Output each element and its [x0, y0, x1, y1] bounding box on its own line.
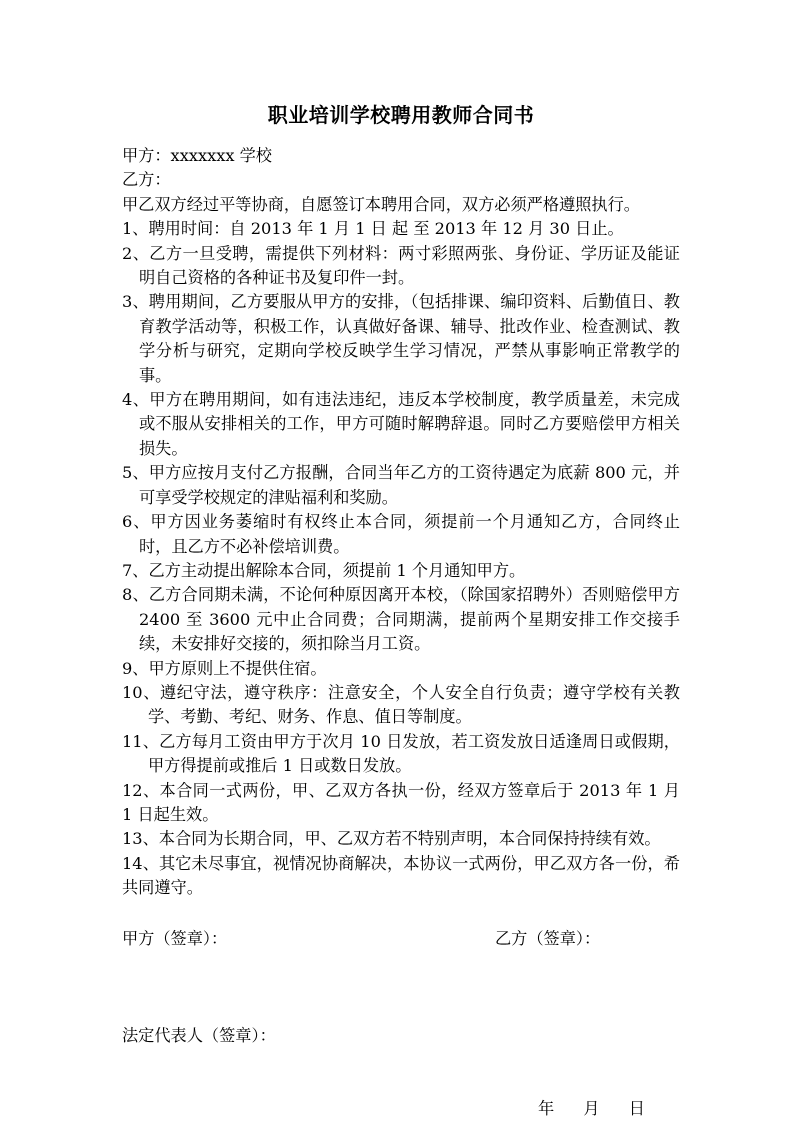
legal-representative-signature-label: 法定代表人（签章）：: [122, 1025, 276, 1045]
signature-block: [122, 927, 680, 1122]
clause-item-14: 14、其它未尽事宜，视情况协商解决，本协议一式两份，甲乙双方各一份，希共同遵守。: [122, 853, 680, 898]
clause-item-4: 4、甲方在聘用期间，如有违法违纪，违反本学校制度，教学质量差，未完成或不服从安排相关的工作，甲方可随时解聘辞退。同时乙方要赔偿甲方相关损失。: [122, 390, 680, 458]
date-line: [122, 1097, 680, 1121]
party-a-signature-label: 甲方（签章）：: [122, 928, 228, 948]
clause-item-2: 2、乙方一旦受聘，需提供下列材料：两寸彩照两张、身份证、学历证及能证明自己资格的各种证书及复印件一封。: [122, 243, 680, 288]
contract-body: [122, 144, 680, 901]
signature-space-parties: [122, 951, 680, 1024]
date-year-label: 年: [538, 1099, 556, 1119]
signature-row-parties: [122, 927, 680, 951]
party-b-line: 乙方：: [122, 170, 171, 190]
page-title: 职业培训学校聘用教师合同书: [267, 103, 535, 127]
clause-item-3: 3、聘用期间，乙方要服从甲方的安排，（包括排课、编印资料、后勤值日、教育教学活动等，积极工作，认真做好备课、辅导、批改作业、检查测试、教学分析与研究，定期向学校反映学生学习情况，严禁从事影响正常教学的事。: [122, 292, 680, 385]
clause-item-7: 7、乙方主动提出解除本合同，须提前 1 个月通知甲方。: [122, 560, 526, 580]
clause-item-6: 6、甲方因业务萎缩时有权终止本合同，须提前一个月通知乙方，合同终止时，且乙方不必补偿培训费。: [122, 512, 680, 556]
date-month-label: 月: [583, 1099, 601, 1119]
clause-item-9: 9、甲方原则上不提供住宿。: [122, 658, 327, 678]
intro-paragraph: 甲乙双方经过平等协商，自愿签订本聘用合同，双方必须严格遵照执行。: [122, 194, 640, 214]
signature-space-legal-rep: [122, 1048, 680, 1097]
clause-item-5: 5、甲方应按月支付乙方报酬，合同当年乙方的工资待遇定为底薪 800 元，并可享受学校规定的津贴福利和奖励。: [122, 463, 680, 507]
date-fields: [538, 1097, 646, 1121]
clause-item-13: 13、本合同为长期合同，甲、乙双方若不特别声明，本合同保持持续有效。: [122, 829, 661, 849]
signature-row-legal-rep: [122, 1024, 680, 1048]
clause-item-1: 1、聘用时间：自 2013 年 1 月 1 日 起 至 2013 年 12 月 30 日止。: [122, 219, 624, 239]
date-day-label: 日: [628, 1099, 646, 1119]
clause-item-11: 11、乙方每月工资由甲方于次月 10 日发放，若工资发放日适逢周日或假期，甲方得提前或推后 1 日或数日发放。: [122, 731, 680, 776]
clause-item-12: 12、本合同一式两份，甲、乙双方各执一份，经双方签章后于 2013 年 1 月 1 日起生效。: [122, 780, 680, 824]
clause-item-8: 8、乙方合同期未满，不论何种原因离开本校，（除国家招聘外）否则赔偿甲方 2400 至 3600 元中止合同费；合同期满，提前两个星期安排工作交接手续，未安排好交接的，须扣除当月工资。: [122, 585, 680, 654]
clause-item-10: 10、遵纪守法，遵守秩序：注意安全，个人安全自行负责；遵守学校有关教学、考勤、考纪、财务、作息、值日等制度。: [122, 682, 680, 727]
party-b-signature-label: 乙方（签章）：: [495, 928, 601, 948]
party-a-line: 甲方：xxxxxxx 学校: [122, 146, 272, 165]
document-content: [122, 0, 680, 1122]
